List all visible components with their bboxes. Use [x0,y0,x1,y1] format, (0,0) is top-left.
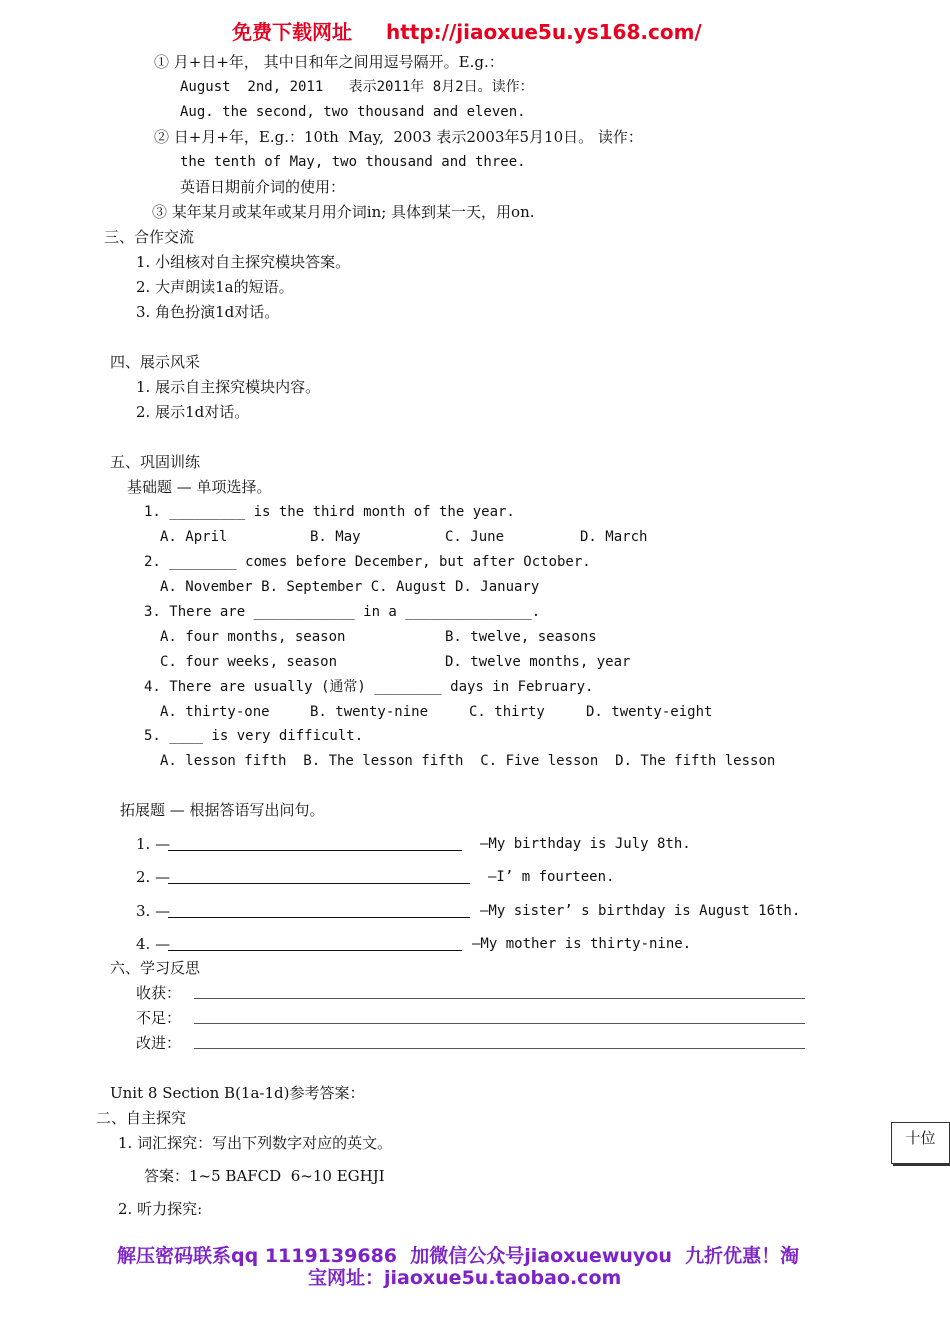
section-4-item: 1. 展示自主探究模块内容。 [136,378,321,396]
note-2b: 英语日期前介词的使用： [180,178,346,196]
q4-option-d: D. twenty-eight [586,704,713,720]
ext-q-answer: —My mother is thirty-nine. [472,936,692,952]
question-5: 5. ____ is very difficult. [144,728,364,744]
header-label: 免费下载网址 [232,20,352,44]
answer-item-1: 1. 词汇探究：写出下列数字对应的英文。 [118,1134,393,1152]
q3-option-a: A. four months, season [160,629,346,645]
basic-title: 基础题 — 单项选择。 [127,478,272,496]
q4-option-a: A. thirty-one [160,704,270,720]
answer-blank[interactable] [168,950,462,951]
q4-option-c: C. thirty [469,704,545,720]
ext-q-answer: —My birthday is July 8th. [480,836,691,852]
header-url[interactable]: http://jiaoxue5u.ys168.com/ [386,20,702,44]
section-3-title: 三、合作交流 [104,228,195,246]
q5-options: A. lesson fifth B. The lesson fifth C. Five lesson D. The fifth lesson [160,753,776,769]
answer-blank[interactable] [168,917,470,918]
section-4-title: 四、展示风采 [110,353,201,371]
extension-title: 拓展题 — 根据答语写出问句。 [120,801,325,819]
side-label-box: 十位 [891,1122,950,1164]
q1-option-c: C. June [445,529,505,545]
question-4: 4. There are usually (通常) ________ days in February. [144,679,594,695]
note-1a: August 2nd, 2011 表示2011年 8月2日。读作： [180,79,534,95]
ext-q-answer: —My sister’ s birthday is August 16th. [480,903,801,919]
q4-option-b: B. twenty-nine [310,704,429,720]
reflection-gain-label: 收获： [136,984,182,1002]
ext-q-answer: —I’ m fourteen. [488,869,615,885]
answer-item-1-value: 答案：1~5 BAFCD 6~10 EGHJI [144,1167,385,1185]
q1-option-a: A. April [160,529,228,545]
q1-option-d: D. March [580,529,648,545]
section-3-item: 3. 角色扮演1d对话。 [136,303,280,321]
note-1b: Aug. the second, two thousand and eleven. [180,104,526,120]
note-1: ① 月+日+年， 其中日和年之间用逗号隔开。E.g.： [154,53,504,71]
reflection-improve-label: 改进： [136,1034,182,1052]
answer-blank[interactable] [168,883,470,884]
answer-item-2: 2. 听力探究: [118,1200,203,1218]
footer-line-1: 解压密码联系qq 1119139686 加微信公众号jiaoxuewuyou 九折优惠！淘 [117,1245,800,1267]
note-3: ③ 某年某月或某年或某月用介词in; 具体到某一天，用on. [152,203,535,221]
footer-line-2[interactable]: 宝网址：jiaoxue5u.taobao.com [308,1267,622,1289]
q1-option-b: B. May [310,529,361,545]
answer-key-title: Unit 8 Section B(1a-1d)参考答案： [110,1084,365,1102]
section-3-item: 1. 小组核对自主探究模块答案。 [136,253,351,271]
section-4-item: 2. 展示1d对话。 [136,403,250,421]
q3-option-d: D. twelve months, year [445,654,631,670]
reflection-gain-line[interactable] [194,998,805,999]
question-3: 3. There are ____________ in a _______________. [144,604,541,620]
answer-key-subtitle: 二、自主探究 [96,1109,187,1127]
reflection-improve-line[interactable] [194,1048,805,1049]
question-1: 1. _________ is the third month of the year. [144,504,515,520]
q3-option-b: B. twelve, seasons [445,629,597,645]
question-2: 2. ________ comes before December, but after October. [144,554,591,570]
note-2a: the tenth of May, two thousand and three. [180,154,526,170]
q3-option-c: C. four weeks, season [160,654,338,670]
answer-blank[interactable] [168,850,462,851]
reflection-lack-line[interactable] [194,1023,805,1024]
section-5-title: 五、巩固训练 [110,453,201,471]
ext-q-number: 1. — [136,835,171,853]
note-2: ② 日+月+年，E.g.：10th May, 2003 表示2003年5月10日。 读作： [154,128,643,146]
section-6-title: 六、学习反思 [110,959,201,977]
ext-q-number: 3. — [136,902,171,920]
reflection-lack-label: 不足： [136,1009,182,1027]
q2-options: A. November B. September C. August D. January [160,579,540,595]
section-3-item: 2. 大声朗读1a的短语。 [136,278,294,296]
ext-q-number: 4. — [136,935,171,953]
ext-q-number: 2. — [136,868,171,886]
